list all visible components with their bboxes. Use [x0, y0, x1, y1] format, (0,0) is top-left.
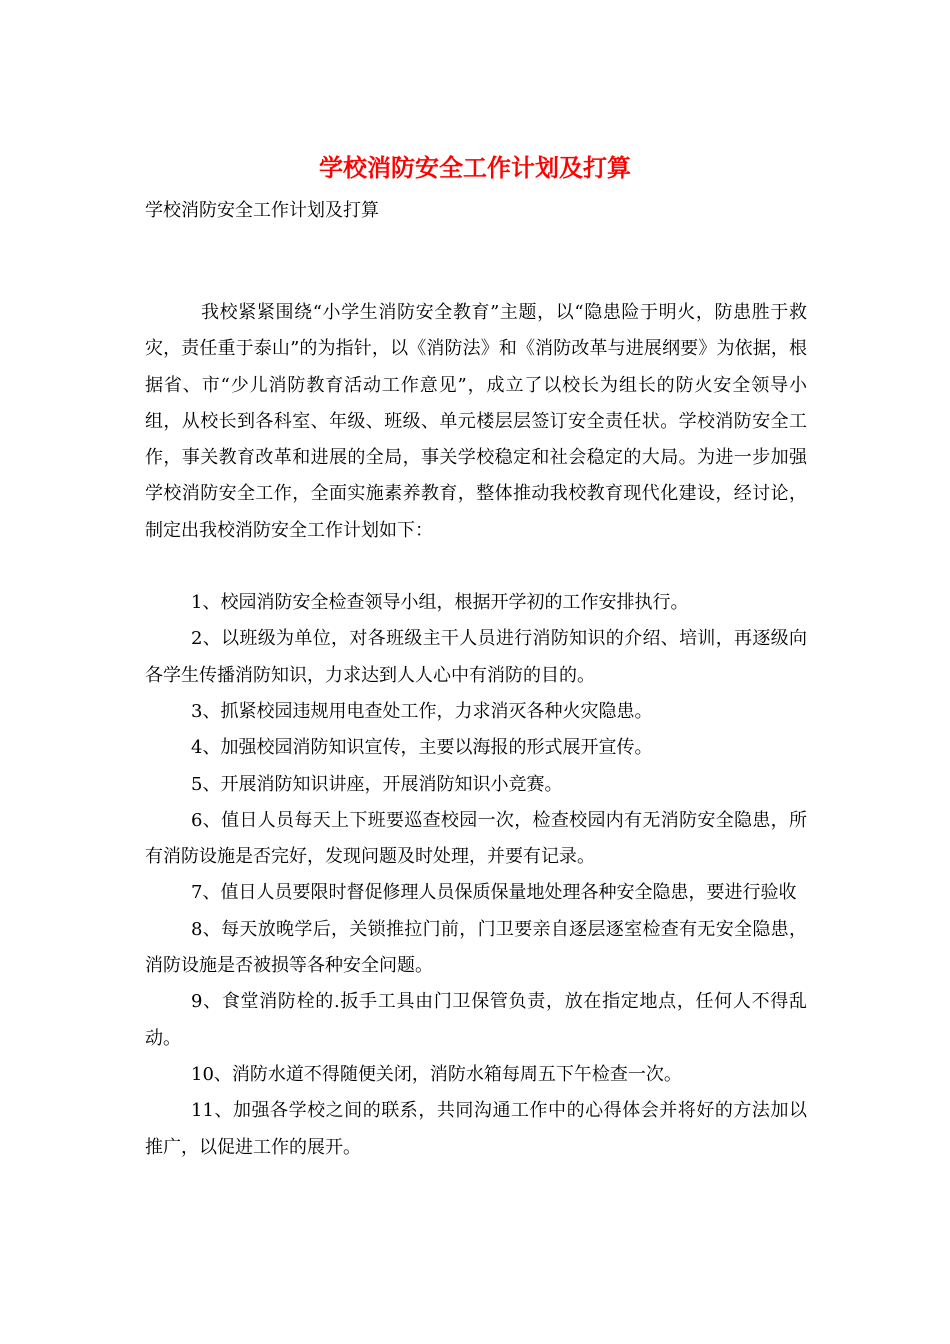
document-title: 学校消防安全工作计划及打算	[319, 153, 631, 182]
document-subtitle: 学校消防安全工作计划及打算	[145, 200, 379, 221]
intro-paragraph: 我校紧紧围绕“小学生消防安全教育”主题，以“隐患险于明火，防患胜于救灾，责任重于泰山”的为指针，以《消防法》和《消防改革与进展纲要》为依据，根据省、市“少儿消防教育活动工作意见”，成立了以校长为组长的防火安全领导小组，从校长到各科室、年级、班级、单元楼层层签订安全责任状。学校消防安全工作，事关教育改革和进展的全局，事关学校稳定和社会稳定的大局。为进一步加强学校消防安全工作，全面实施素养教育，整体推动我校教育现代化建设，经讨论，制定出我校消防安全工作计划如下：	[145, 302, 807, 541]
plan-item-10: 10、消防水道不得随便关闭，消防水箱每周五下午检查一次。	[191, 1063, 682, 1085]
plan-item-6: 6、值日人员每天上下班要巡查校园一次，检查校园内有无消防安全隐患，所有消防设施是否完好，发现问题及时处理，并要有记录。	[145, 809, 807, 868]
document-body	[145, 295, 807, 1166]
plan-item-5: 5、开展消防知识讲座，开展消防知识小竞赛。	[191, 773, 563, 795]
plan-item-7: 7、值日人员要限时督促修理人员保质保量地处理各种安全隐患，要进行验收	[191, 882, 797, 904]
plan-item-3: 3、抓紧校园违规用电查处工作，力求消灭各种火灾隐患。	[191, 700, 653, 722]
plan-item-1: 1、校园消防安全检查领导小组，根据开学初的工作安排执行。	[191, 592, 689, 614]
plan-item-9: 9、食堂消防栓的.扳手工具由门卫保管负责，放在指定地点，任何人不得乱动。	[145, 991, 807, 1049]
plan-item-2: 2、以班级为单位，对各班级主干人员进行消防知识的介绍、培训，再逐级向各学生传播消防知识，力求达到人人心中有消防的目的。	[145, 628, 807, 686]
plan-item-11: 11、加强各学校之间的联系，共同沟通工作中的心得体会并将好的方法加以推广，以促进工作的展开。	[145, 1100, 807, 1158]
plan-item-8: 8、每天放晚学后，关锁推拉门前，门卫要亲自逐层逐室检查有无安全隐患，消防设施是否被损等各种安全问题。	[145, 918, 807, 977]
plan-item-list	[145, 585, 807, 1166]
plan-item-4: 4、加强校园消防知识宣传，主要以海报的形式展开宣传。	[191, 737, 653, 759]
